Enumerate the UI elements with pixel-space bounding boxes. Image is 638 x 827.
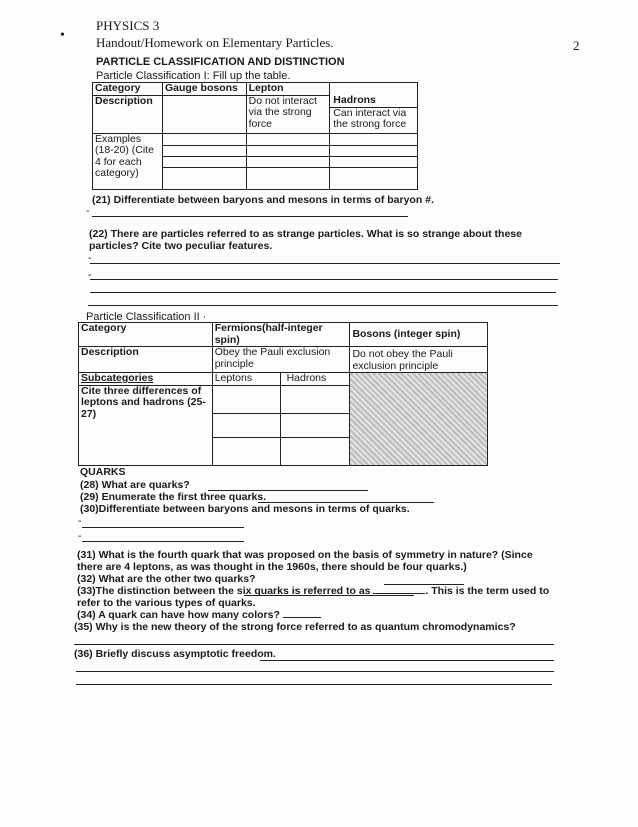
gauge-bosons-header: Gauge bosons: [162, 83, 246, 96]
page-number: 2: [573, 38, 580, 53]
question-36: (36) Briefly discuss asymptotic freedom.: [74, 648, 276, 660]
answer-line: [74, 644, 554, 645]
bullet-mark: •: [60, 28, 65, 43]
answer-line: [88, 305, 558, 306]
answer-line: [90, 292, 556, 293]
answer-line: [260, 660, 554, 661]
difference-cell: [280, 385, 350, 413]
question-30: (30)Differentiate between baryons and mesons in terms of quarks.: [80, 503, 410, 515]
hadrons-label: Hadrons: [280, 373, 350, 386]
answer-dash: -: [78, 530, 82, 542]
leptons-label: Leptons: [212, 373, 280, 386]
question-34: [77, 609, 321, 621]
answer-line: [82, 541, 244, 542]
answer-blank: [373, 593, 425, 594]
answer-dash: -: [86, 205, 90, 217]
example-cell: [330, 133, 418, 145]
example-cell: [162, 167, 246, 189]
question-21: (21) Differentiate between baryons and mesons in terms of baryon #.: [92, 194, 434, 206]
question-33: [77, 585, 555, 609]
classification-table-1: [92, 82, 418, 190]
example-cell: [246, 133, 330, 145]
question-33-part2: . This is the term used to refer to the various types of quarks.: [77, 585, 550, 609]
boson-description: Do not obey the Pauli exclusion principle: [350, 347, 488, 373]
answer-line: [90, 263, 560, 264]
answer-dash: -: [78, 515, 82, 527]
course-title: PHYSICS 3: [96, 18, 160, 33]
answer-line: [90, 279, 558, 280]
question-34-text: (34) A quark can have how many colors?: [77, 609, 280, 621]
table1-title: Particle Classification I: Fill up the table.: [96, 70, 291, 82]
answer-blank: [283, 617, 321, 618]
difference-cell: [212, 385, 280, 413]
description-label-2: Description: [79, 347, 213, 373]
hadron-description: Can interact via the strong force: [333, 106, 407, 130]
example-cell: [162, 133, 246, 145]
answer-line: [76, 671, 554, 672]
hadrons-header: Hadrons: [330, 95, 417, 108]
question-28: (28) What are quarks?: [80, 479, 190, 491]
section-heading: PARTICLE CLASSIFICATION AND DISTINCTION: [96, 56, 345, 68]
gauge-bosons-description: [162, 95, 246, 133]
example-cell: [246, 167, 330, 189]
difference-cell: [212, 437, 280, 465]
lepton-header: Lepton: [246, 83, 330, 96]
answer-dash: -: [88, 252, 92, 264]
question-33-part1: (33)The distinction between the six quarks is referred to as: [77, 585, 371, 597]
question-22: (22) There are particles referred to as strange particles. What is so strange about these particles? Cite two peculiar features.: [89, 228, 522, 252]
example-cell: [330, 145, 418, 156]
examples-label: Examples (18-20) (Cite 4 for each category): [93, 133, 163, 189]
description-label: Description: [93, 95, 163, 133]
classification-table-2: [78, 322, 488, 466]
answer-dash: -: [88, 269, 92, 281]
bosons-header: Bosons (integer spin): [350, 323, 488, 347]
example-cell: [246, 145, 330, 156]
category-header: Category: [93, 83, 163, 96]
example-cell: [330, 156, 418, 167]
document-subtitle: Handout/Homework on Elementary Particles.: [96, 35, 334, 50]
example-cell: [246, 156, 330, 167]
lepton-description: Do not interact via the strong force: [246, 95, 330, 133]
difference-cell: [212, 413, 280, 437]
answer-line: [92, 216, 408, 217]
difference-cell: [280, 413, 350, 437]
example-cell: [330, 167, 418, 189]
question-29: (29) Enumerate the first three quarks.: [80, 491, 267, 503]
fermions-header: Fermions(half-integer spin): [212, 323, 350, 347]
differences-label: Cite three differences of leptons and hadrons (25-27): [79, 385, 213, 465]
table2-title-text: Particle Classification II: [86, 311, 200, 323]
question-35: (35) Why is the new theory of the strong force referred to as quantum chromodynamics?: [74, 621, 516, 633]
shaded-cell: [350, 373, 488, 466]
difference-cell: [280, 437, 350, 465]
title-mark: ·: [202, 311, 207, 323]
question-32: (32) What are the other two quarks?: [77, 573, 256, 585]
category-label: Category: [79, 323, 213, 347]
example-cell: [162, 145, 246, 156]
quarks-heading: QUARKS: [80, 466, 126, 478]
fermion-description: Obey the Pauli exclusion principle: [212, 347, 350, 373]
example-cell: [162, 156, 246, 167]
question-31: (31) What is the fourth quark that was proposed on the basis of symmetry in nature? (Since there are 4 leptons, as was thought in the 1960s, there should be four quarks.): [77, 549, 533, 573]
hadron-description-cell: [330, 95, 418, 133]
answer-line: [82, 527, 244, 528]
answer-line: [76, 684, 552, 685]
subcategories-label: Subcategories: [79, 373, 213, 386]
